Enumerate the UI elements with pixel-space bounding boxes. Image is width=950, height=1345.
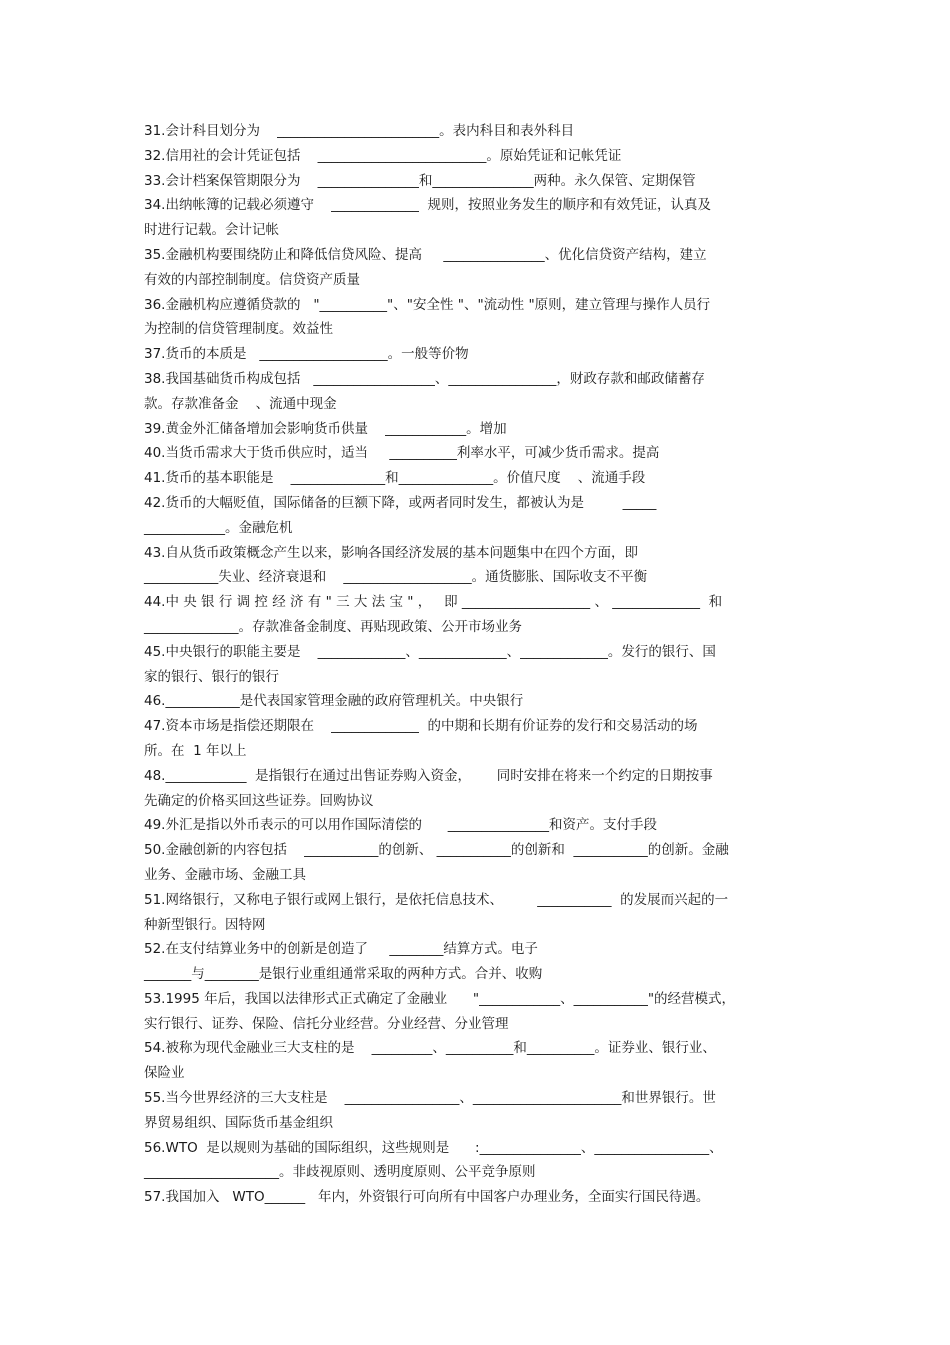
text-line: 先确定的价格买回这些证券。回购协议 xyxy=(144,792,374,809)
text-line: 款。存款准备金 、流通中现金 xyxy=(144,395,337,412)
text-line: ______________。存款准备金制度、再贴现政策、公开市场业务 xyxy=(144,618,522,635)
text-line: ___________失业、经济衰退和 ___________________。通货膨胀、国际收支不平衡 xyxy=(144,569,648,586)
text-line: 52.在支付结算业务中的创新是创造了 ________结算方式。电子 xyxy=(144,941,538,958)
text-line: 51.网络银行，又称电子银行或网上银行，是依托信息技术、 ___________ 的发展而兴起的一 xyxy=(144,891,729,908)
text-line: 42.货币的大幅贬值，国际储备的巨额下降，或两者同时发生，都被认为是 _____ xyxy=(144,494,657,511)
text-line: 家的银行、银行的银行 xyxy=(144,668,279,685)
question-list xyxy=(144,119,804,1210)
text-line: 36.金融机构应遵循贷款的 "__________"、"安全性 "、"流动性 "原则，建立管理与操作人员行 xyxy=(144,296,711,313)
text-line: ____________________。非歧视原则、透明度原则、公平竞争原则 xyxy=(144,1164,536,1181)
text-line: 48.____________ 是指银行在通过出售证券购入资金， 同时安排在将来一个约定的日期按事 xyxy=(144,767,713,784)
text-line: 50.金融创新的内容包括 ___________的创新、 ___________的创新和 ___________的创新。金融 xyxy=(144,842,729,859)
text-line: 35.金融机构要围绕防止和降低信贷风险、提高 _______________、优化信贷资产结构，建立 xyxy=(144,246,707,263)
text-line: 45.中央银行的职能主要是 _____________、_____________、_____________。发行的银行、国 xyxy=(144,643,716,660)
text-line: 界贸易组织、国际货币基金组织 xyxy=(144,1114,333,1131)
text-line: 55.当今世界经济的三大支柱是 _________________、______________________和世界银行。世 xyxy=(144,1090,716,1107)
text-line: 57.我国加入 WTO______ 年内，外资银行可向所有中国客户办理业务，全面实行国民待遇。 xyxy=(144,1189,710,1206)
text-line: 41.货币的基本职能是 ______________和______________。价值尺度 、流通手段 xyxy=(144,470,646,487)
text-line: 46.___________是代表国家管理金融的政府管理机关。中央银行 xyxy=(144,693,524,710)
text-line: 所。在 1 年以上 xyxy=(144,742,247,759)
text-line: 47.资本市场是指偿还期限在 _____________ 的中期和长期有价证券的发行和交易活动的场 xyxy=(144,718,698,735)
text-line: 40.当货币需求大于货币供应时，适当 __________利率水平，可减少货币需求。提高 xyxy=(144,445,660,462)
text-line: 49.外汇是指以外币表示的可以用作国际清偿的 _______________和资产。支付手段 xyxy=(144,817,657,834)
text-line: 38.我国基础货币构成包括 __________________、________________，财政存款和邮政储蓄存 xyxy=(144,370,705,387)
text-line: 种新型银行。因特网 xyxy=(144,916,266,933)
text-line: _______与________是银行业重组通常采取的两种方式。合并、收购 xyxy=(144,966,543,983)
text-line: 保险业 xyxy=(144,1065,185,1082)
text-line: ____________。金融危机 xyxy=(144,519,293,536)
text-line: 44.中 央 银 行 调 控 经 济 有 " 三 大 法 宝 " ， 即 ___________________ 、 _____________ 和 xyxy=(144,594,723,611)
text-line: 56.WTO 是以规则为基础的国际组织，这些规则是 :_______________、_________________、 xyxy=(144,1139,723,1156)
text-line: 34.出纳帐簿的记载必须遵守 _____________ 规则，按照业务发生的顺序和有效凭证，认真及 xyxy=(144,197,711,214)
text-line: 37.货币的本质是 ___________________。一般等价物 xyxy=(144,346,469,363)
text-line: 业务、金融市场、金融工具 xyxy=(144,866,306,883)
text-line: 有效的内部控制制度。信贷资产质量 xyxy=(144,271,360,288)
text-line: 39.黄金外汇储备增加会影响货币供量 ____________。增加 xyxy=(144,420,507,437)
text-line: 54.被称为现代金融业三大支柱的是 _________、__________和__________。证券业、银行业、 xyxy=(144,1040,716,1057)
text-line: 为控制的信贷管理制度。效益性 xyxy=(144,321,333,338)
text-line: 43.自从货币政策概念产生以来，影响各国经济发展的基本问题集中在四个方面，即 xyxy=(144,544,638,561)
text-line: 实行银行、证券、保险、信托分业经营。分业经营、分业管理 xyxy=(144,1015,509,1032)
text-line: 53.1995 年后，我国以法律形式正式确定了金融业 "____________、___________"的经营模式， xyxy=(144,990,736,1007)
text-line: 时进行记载。会计记帐 xyxy=(144,222,279,239)
text-line: 31.会计科目划分为 ________________________。表内科目和表外科目 xyxy=(144,123,575,139)
text-line: 33.会计档案保管期限分为 _______________和_______________两种。永久保管、定期保管 xyxy=(144,172,696,189)
text-line: 32.信用社的会计凭证包括 _________________________。原始凭证和记帐凭证 xyxy=(144,147,622,164)
